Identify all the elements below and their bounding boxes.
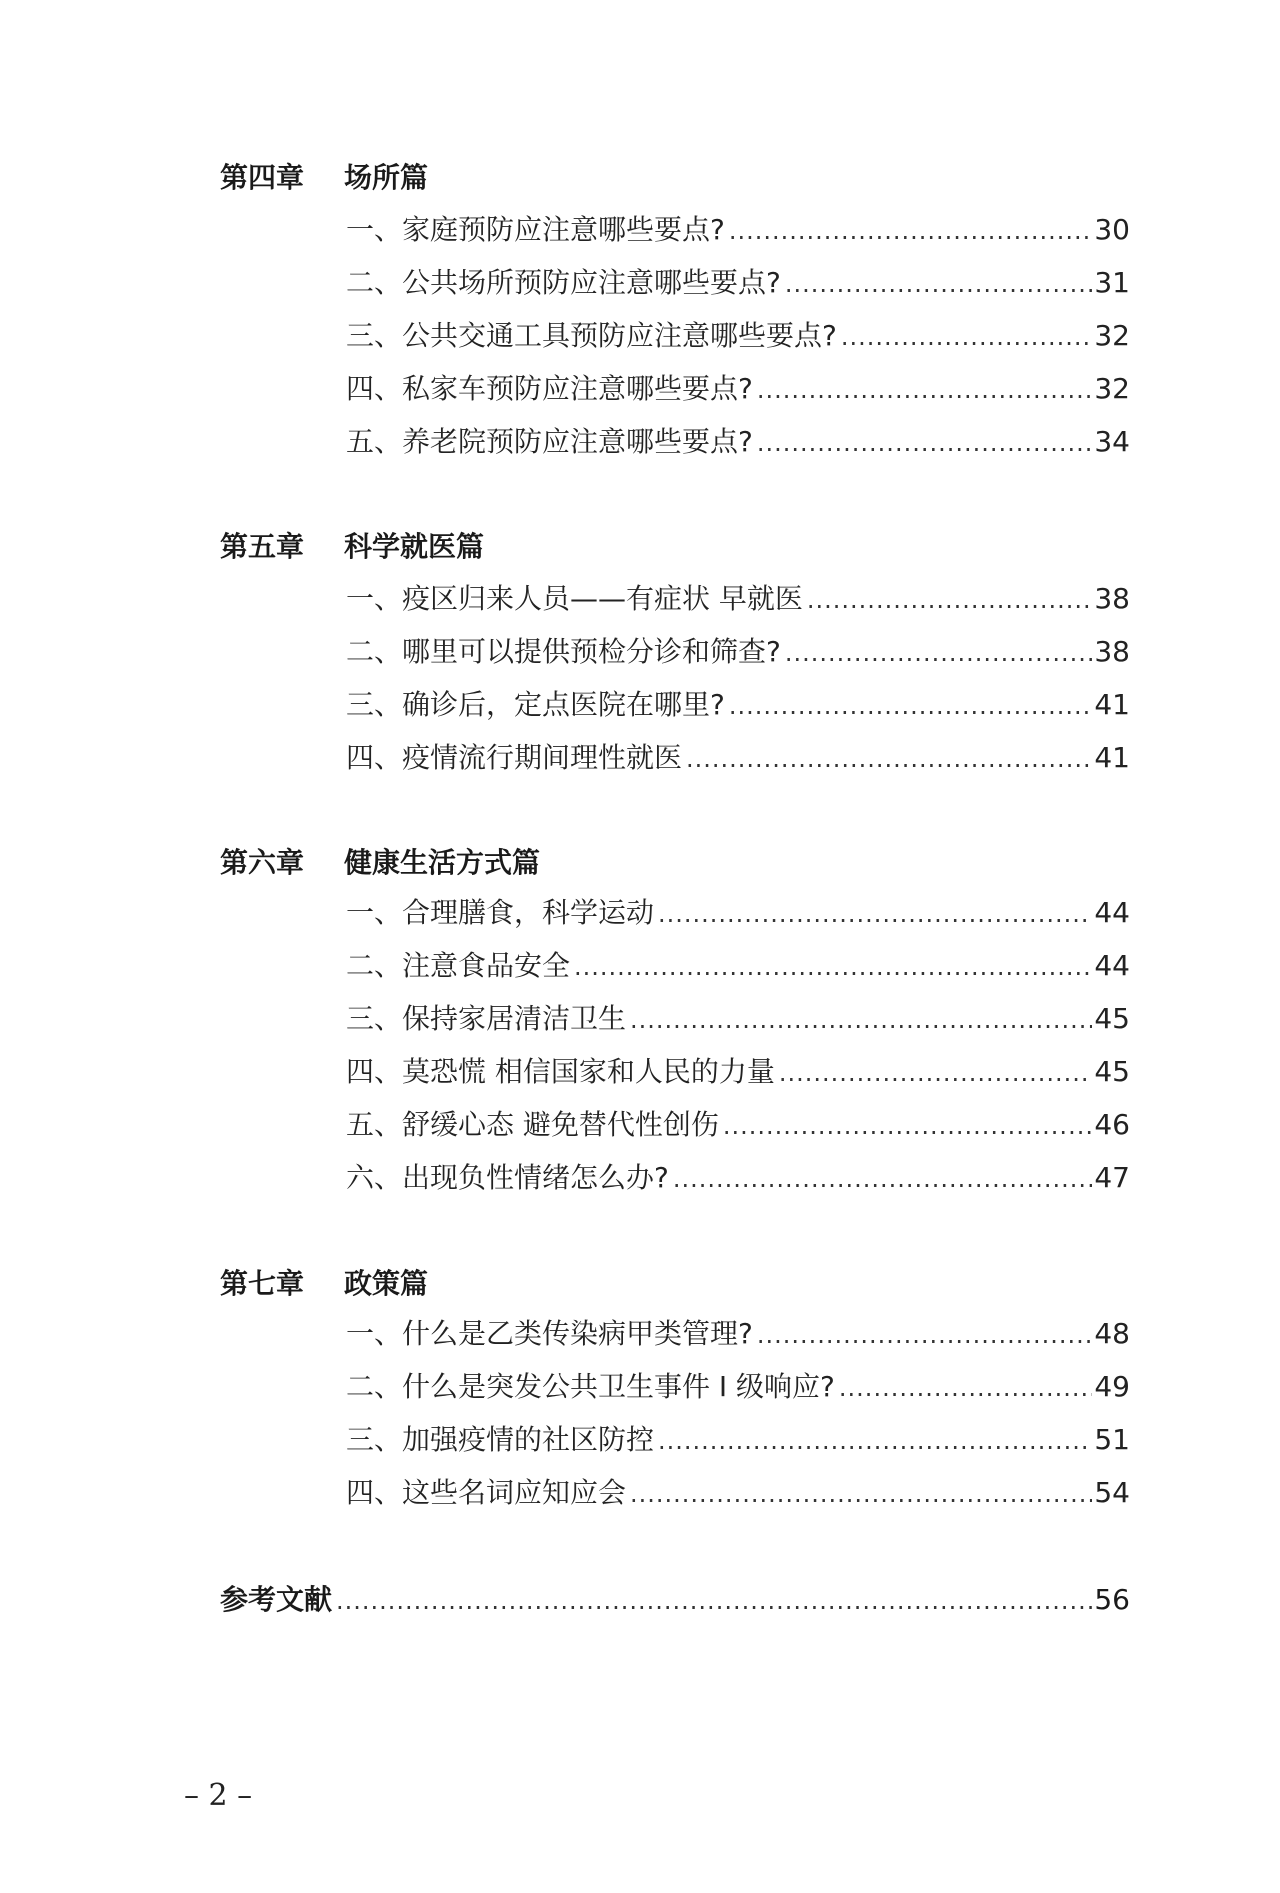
toc-entry[interactable] — [346, 261, 1130, 305]
chapter-heading — [220, 843, 540, 883]
entry-page-number: 48 — [1094, 1317, 1130, 1350]
entry-title: 二、什么是突发公共卫生事件 I 级响应? — [346, 1370, 835, 1403]
chapter-heading — [220, 527, 484, 567]
entry-page-number: 51 — [1094, 1423, 1130, 1456]
entry-page-number: 38 — [1094, 582, 1130, 615]
dot-leader — [336, 1579, 1092, 1623]
entry-title: 六、出现负性情绪怎么办? — [346, 1161, 669, 1194]
entry-title: 二、公共场所预防应注意哪些要点? — [346, 266, 781, 299]
chapter-title: 科学就医篇 — [344, 530, 485, 563]
chapter-number: 第七章 — [220, 1267, 305, 1300]
entry-title: 三、保持家居清洁卫生 — [346, 1002, 627, 1035]
dot-leader — [807, 578, 1092, 622]
dot-leader — [839, 1366, 1092, 1410]
chapter-title: 场所篇 — [344, 161, 429, 194]
toc-entry[interactable] — [346, 1418, 1130, 1462]
dot-leader — [779, 1051, 1092, 1095]
toc-entry[interactable] — [346, 1156, 1130, 1200]
toc-entry[interactable] — [346, 1103, 1130, 1147]
entry-title: 四、疫情流行期间理性就医 — [346, 741, 683, 774]
entry-page-number: 38 — [1094, 635, 1130, 668]
dot-leader — [729, 209, 1092, 253]
entry-page-number: 32 — [1094, 372, 1130, 405]
toc-entry[interactable] — [346, 420, 1130, 464]
dot-leader — [757, 421, 1092, 465]
entry-page-number: 46 — [1094, 1108, 1130, 1141]
entry-page-number: 54 — [1094, 1476, 1130, 1509]
entry-page-number: 30 — [1094, 213, 1130, 246]
dot-leader — [686, 737, 1092, 781]
toc-entry[interactable] — [346, 1365, 1130, 1409]
references-entry[interactable] — [220, 1578, 1130, 1622]
toc-entry[interactable] — [346, 1312, 1130, 1356]
entry-page-number: 41 — [1094, 688, 1130, 721]
toc-entry[interactable] — [346, 997, 1130, 1041]
toc-entry[interactable] — [346, 683, 1130, 727]
chapter-heading — [220, 158, 428, 198]
entry-page-number: 41 — [1094, 741, 1130, 774]
toc-entry[interactable] — [346, 577, 1130, 621]
dot-leader — [841, 315, 1092, 359]
entry-title: 四、这些名词应知应会 — [346, 1476, 627, 1509]
toc-entry[interactable] — [346, 1050, 1130, 1094]
toc-entry[interactable] — [346, 891, 1130, 935]
toc-entry[interactable] — [346, 630, 1130, 674]
entry-page-number: 45 — [1094, 1002, 1130, 1035]
dot-leader — [574, 945, 1092, 989]
dot-leader — [757, 1313, 1092, 1357]
entry-title: 三、公共交通工具预防应注意哪些要点? — [346, 319, 837, 352]
dot-leader — [785, 631, 1092, 675]
entry-title: 五、养老院预防应注意哪些要点? — [346, 425, 753, 458]
dot-leader — [723, 1104, 1092, 1148]
toc-entry[interactable] — [346, 944, 1130, 988]
entry-page-number: 47 — [1094, 1161, 1130, 1194]
entry-page-number: 44 — [1094, 896, 1130, 929]
chapter-heading — [220, 1264, 428, 1304]
dot-leader — [630, 1472, 1092, 1516]
toc-entry[interactable] — [346, 367, 1130, 411]
toc-entry[interactable] — [346, 736, 1130, 780]
dot-leader — [785, 262, 1092, 306]
entry-title: 一、合理膳食，科学运动 — [346, 896, 655, 929]
entry-page-number: 49 — [1094, 1370, 1130, 1403]
toc-entry[interactable] — [346, 208, 1130, 252]
entry-title: 三、确诊后，定点医院在哪里? — [346, 688, 725, 721]
entry-title: 二、注意食品安全 — [346, 949, 571, 982]
chapter-title: 政策篇 — [344, 1267, 429, 1300]
dot-leader — [630, 998, 1092, 1042]
dot-leader — [729, 684, 1092, 728]
page-number: – 2 – — [184, 1778, 253, 1813]
chapter-number: 第五章 — [220, 530, 305, 563]
entry-title: 五、舒缓心态 避免替代性创伤 — [346, 1108, 719, 1141]
entry-title: 三、加强疫情的社区防控 — [346, 1423, 655, 1456]
references-title: 参考文献 — [220, 1583, 333, 1616]
dot-leader — [757, 368, 1092, 412]
entry-page-number: 31 — [1094, 266, 1130, 299]
chapter-number: 第四章 — [220, 161, 305, 194]
toc-entry[interactable] — [346, 1471, 1130, 1515]
dot-leader — [673, 1157, 1092, 1201]
entry-title: 一、什么是乙类传染病甲类管理? — [346, 1317, 753, 1350]
entry-title: 一、家庭预防应注意哪些要点? — [346, 213, 725, 246]
chapter-title: 健康生活方式篇 — [344, 846, 541, 879]
entry-title: 二、哪里可以提供预检分诊和筛查? — [346, 635, 781, 668]
entry-page-number: 32 — [1094, 319, 1130, 352]
entry-page-number: 44 — [1094, 949, 1130, 982]
chapter-number: 第六章 — [220, 846, 305, 879]
toc-entry[interactable] — [346, 314, 1130, 358]
entry-title: 四、莫恐慌 相信国家和人民的力量 — [346, 1055, 775, 1088]
entry-page-number: 45 — [1094, 1055, 1130, 1088]
entry-page-number: 56 — [1094, 1583, 1130, 1616]
dot-leader — [658, 892, 1092, 936]
entry-page-number: 34 — [1094, 425, 1130, 458]
entry-title: 一、疫区归来人员——有症状 早就医 — [346, 582, 803, 615]
dot-leader — [658, 1419, 1092, 1463]
entry-title: 四、私家车预防应注意哪些要点? — [346, 372, 753, 405]
